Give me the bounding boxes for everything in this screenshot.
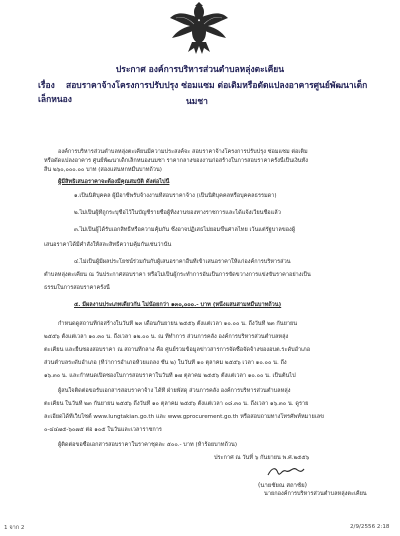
schedule-line: ๒๕๕๖ ตั้งแต่เวลา ๑๐.๓๐ น. ถึงเวลา ๑๒.๐๐ น. ณ ที่ทำการ ส่วนการคลัง องค์การบริหารส่วนตำบลหลุ่ง — [44, 334, 289, 340]
purchase-paragraph — [44, 387, 374, 450]
qualification-item-continuation: ธรรมในการสอบราคาครั้งนี้ — [44, 285, 110, 291]
subject-line — [38, 78, 378, 106]
subject-continuation: นมชา — [186, 97, 208, 107]
page-counter: 1 จาก 2 — [4, 525, 25, 531]
subject-label: เรื่อง — [38, 81, 55, 91]
handwritten-signature — [266, 463, 306, 479]
garuda-emblem-icon — [168, 2, 230, 56]
signer-position: นายกองค์การบริหารส่วนตำบลหลุ่งตะเคียน — [264, 491, 367, 497]
qualification-item-continuation: เสนอราคาได้มีคำสั่งให้สละสิทธิ์ความคุ้มกันเช่นว่านั้น — [44, 242, 172, 248]
purchase-line: ตะเคียน ในวันที่ ๒๓ กันยายน ๒๕๕๖ ถึงวันที่ ๑๐ ตุลาคม ๒๕๕๖ ตั้งแต่เวลา ๐๘.๓๐ น. ถึงเวลา ๑๖.๓๐ น. ดูราย — [44, 401, 309, 407]
schedule-line: ส่วนตำบลระดับอำเภอ (ที่ว่าการอำเภอห้วยแถลง ชั้น ๒) ในวันที่ ๑๐ ตุลาคม ๒๕๕๖ เวลา ๑๐.๐๐ น. ถึง — [44, 360, 287, 366]
qualification-item: ๔.ไม่เป็นผู้มีผลประโยชน์ร่วมกันกับผู้เสนอราคาอื่นที่เข้าเสนอราคาให้แก่องค์การบริหารส่วน — [74, 259, 291, 265]
qualification-item: ๕. มีผลงานประเภทเดียวกัน ไม่น้อยกว่า ๑๓๐,๐๐๐.- บาท (หนึ่งแสนสามหมื่นบาทถ้วน) — [74, 302, 282, 308]
qualification-heading: ผู้มีสิทธิเสนอราคาจะต้องมีคุณสมบัติ ดังต่อไปนี้ — [58, 179, 170, 185]
qualification-item: ๑.เป็นนิติบุคคล ผู้มีอาชีพรับจ้างงานที่สอบราคาจ้าง (เป็นนิติบุคคลหรือบุคคลธรรมดา) — [74, 193, 277, 199]
intro-line: หรือดัดแปลงอาคาร ศูนย์พัฒนาเด็กเล็กหนองนมชา ราคากลางของงานก่อสร้างในการสอบราคาครั้งนี้เป็นเงินทั้ง — [44, 158, 308, 164]
subject-text: สอบราคาจ้างโครงการปรับปรุง ซ่อมแซม ต่อเติมหรือดัดแปลงอาคารศูนย์พัฒนาเด็กเล็กหนอง — [38, 81, 368, 105]
fee-line: ผู้ติดต่อขอซื้อเอกสารสอบราคาในราคาชุดละ ๕๐๐.- บาท (ห้าร้อยบาทถ้วน) — [58, 442, 238, 448]
intro-paragraph — [44, 148, 374, 175]
schedule-paragraph — [44, 320, 374, 381]
signer-name: (นายชัยณ สถาชัย) — [258, 482, 307, 489]
schedule-line: ตะเคียน และยื่นซองสอบราคา ณ สถานที่กลาง คือ ศูนย์รวมข้อมูลข่าวสารการจัดซื้อจัดจ้างของอบต.ระดับอำเภอ — [44, 347, 311, 353]
intro-line: องค์การบริหารส่วนตำบลหลุ่งตะเคียนมีความประสงค์จะ สอบราคาจ้างโครงการปรับปรุง ซ่อมแซม ต่อเติม — [58, 149, 308, 155]
intro-line: สิ้น ๒๖๐,๐๐๐.๐๐ บาท (สองแสนหกหมื่นบาทถ้วน) — [44, 167, 162, 173]
qualification-item: ๒.ไม่เป็นผู้ที่ถูกระบุชื่อไว้ในบัญชีรายชื่อผู้ทิ้งงานของทางราชการและได้แจ้งเวียนชื่อแล้ว — [74, 210, 281, 216]
purchase-line: ๐-๔๔๗๕-๖๐๗๕ ต่อ ๑๐๕ ในวันและเวลาราชการ — [44, 427, 162, 433]
print-timestamp: 2/9/2556 2:18 — [350, 524, 390, 530]
announcement-title: ประกาศ องค์การบริหารส่วนตำบลหลุ่งตะเคียน — [115, 65, 285, 75]
announce-date: ประกาศ ณ วันที่ ๖ กันยายน พ.ศ.๒๕๕๖ — [214, 455, 310, 461]
purchase-line: ละเอียดได้ที่เว็บไซต์ www.lungtakian.go.th และ www.gprocurement.go.th หรือสอบถามทางโทรศัพท์หมายเลข — [44, 414, 324, 420]
qualification-section — [44, 178, 374, 310]
purchase-line: ผู้สนใจติดต่อขอรับเอกสารสอบราคาจ้าง ได้ที่ ฝ่ายพัสดุ ส่วนการคลัง องค์การบริหารส่วนตำบลหลุ่ง — [58, 388, 291, 394]
schedule-line: ๑๖.๓๐ น. และกำหนดเปิดซองในการสอบราคาในวันที่ ๑๗ ตุลาคม ๒๕๕๖ ตั้งแต่เวลา ๑๐.๐๐ น. เป็นต้นไป — [44, 373, 296, 379]
schedule-line: กำหนดดูสถานที่ก่อสร้างในวันที่ ๒๓ เดือนกันยายน ๒๕๕๖ ตั้งแต่เวลา ๑๐.๐๐ น. ถึงวันที่ ๒๓ กันยายน — [58, 321, 298, 327]
qualification-item-continuation: ตำบลหลุ่งตะเคียน ณ วันประกาศสอบราคา หรือไม่เป็นผู้กระทำการอันเป็นการขัดขวางการแข่งขันราคาอย่างเป็น — [44, 272, 311, 278]
qualification-item: ๓.ไม่เป็นผู้ได้รับเอกสิทธิ์หรือความคุ้มกัน ซึ่งอาจปฏิเสธไม่ยอมขึ้นศาลไทย เว้นแต่รัฐบาลของผู้ — [74, 227, 296, 233]
